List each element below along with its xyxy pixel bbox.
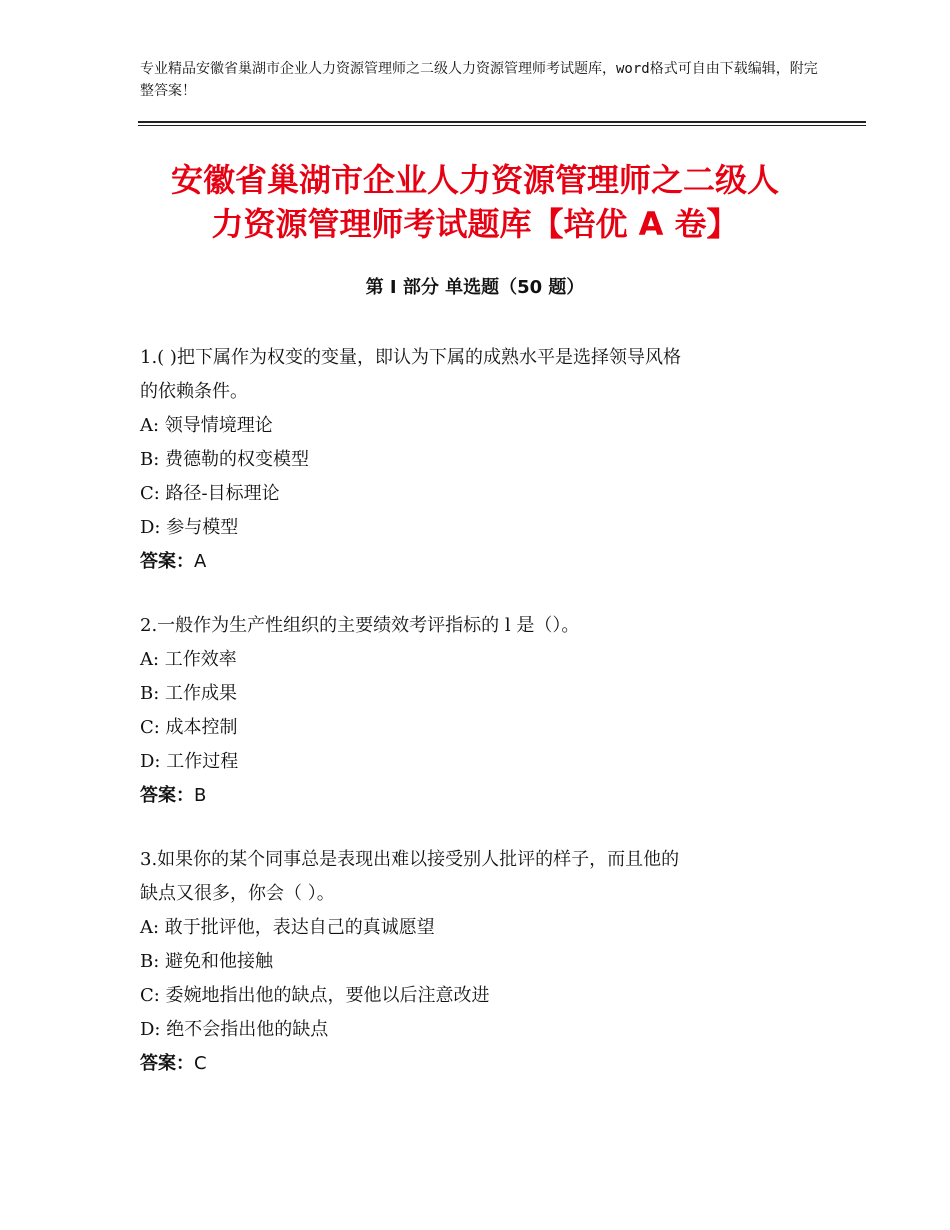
title-line-2: 力资源管理师考试题库【培优 A 卷】 — [211, 205, 739, 243]
header-divider-thin — [138, 125, 866, 126]
answer-label: 答案： — [140, 1053, 194, 1074]
question-1 — [140, 341, 820, 579]
option-c: C: 成本控制 — [140, 717, 238, 738]
option-b: B: 避免和他接触 — [140, 951, 274, 972]
question-list — [140, 341, 820, 1111]
section-title: 第 I 部分 单选题（50 题） — [365, 277, 585, 298]
header-note: 专业精品安徽省巢湖市企业人力资源管理师之二级人力资源管理师考试题库，word格式可自由下载编辑，附完整答案！ — [140, 61, 818, 99]
option-b: B: 费德勒的权变模型 — [140, 449, 310, 470]
header-divider-thick — [138, 121, 866, 123]
option-d: D: 工作过程 — [140, 751, 239, 772]
answer-value: B — [194, 785, 207, 806]
option-c: C: 委婉地指出他的缺点，要他以后注意改进 — [140, 985, 490, 1006]
answer-value: A — [194, 551, 207, 572]
question-3 — [140, 843, 820, 1081]
question-stem: 2.一般作为生产性组织的主要绩效考评指标的 l 是（）。 — [140, 615, 580, 636]
answer-label: 答案： — [140, 551, 194, 572]
document-title — [100, 158, 850, 246]
answer-label: 答案： — [140, 785, 194, 806]
option-a: A: 敢于批评他，表达自己的真诚愿望 — [140, 917, 435, 938]
option-b: B: 工作成果 — [140, 683, 238, 704]
option-c: C: 路径-目标理论 — [140, 483, 280, 504]
option-d: D: 参与模型 — [140, 517, 239, 538]
question-2 — [140, 609, 820, 813]
answer-line — [140, 779, 820, 813]
question-stem: 3.如果你的某个同事总是表现出难以接受别人批评的样子，而且他的 — [140, 849, 680, 870]
answer-value: C — [194, 1053, 207, 1074]
option-d: D: 绝不会指出他的缺点 — [140, 1019, 329, 1040]
title-line-1: 安徽省巢湖市企业人力资源管理师之二级人 — [170, 161, 779, 199]
answer-line — [140, 545, 820, 579]
question-stem: 1.( )把下属作为权变的变量，即认为下属的成熟水平是选择领导风格 — [140, 347, 681, 368]
answer-line — [140, 1047, 820, 1081]
question-stem-continued: 缺点又很多，你会（ ）。 — [140, 883, 335, 904]
question-stem-continued: 的依赖条件。 — [140, 381, 248, 402]
option-a: A: 工作效率 — [140, 649, 237, 670]
option-a: A: 领导情境理论 — [140, 415, 273, 436]
